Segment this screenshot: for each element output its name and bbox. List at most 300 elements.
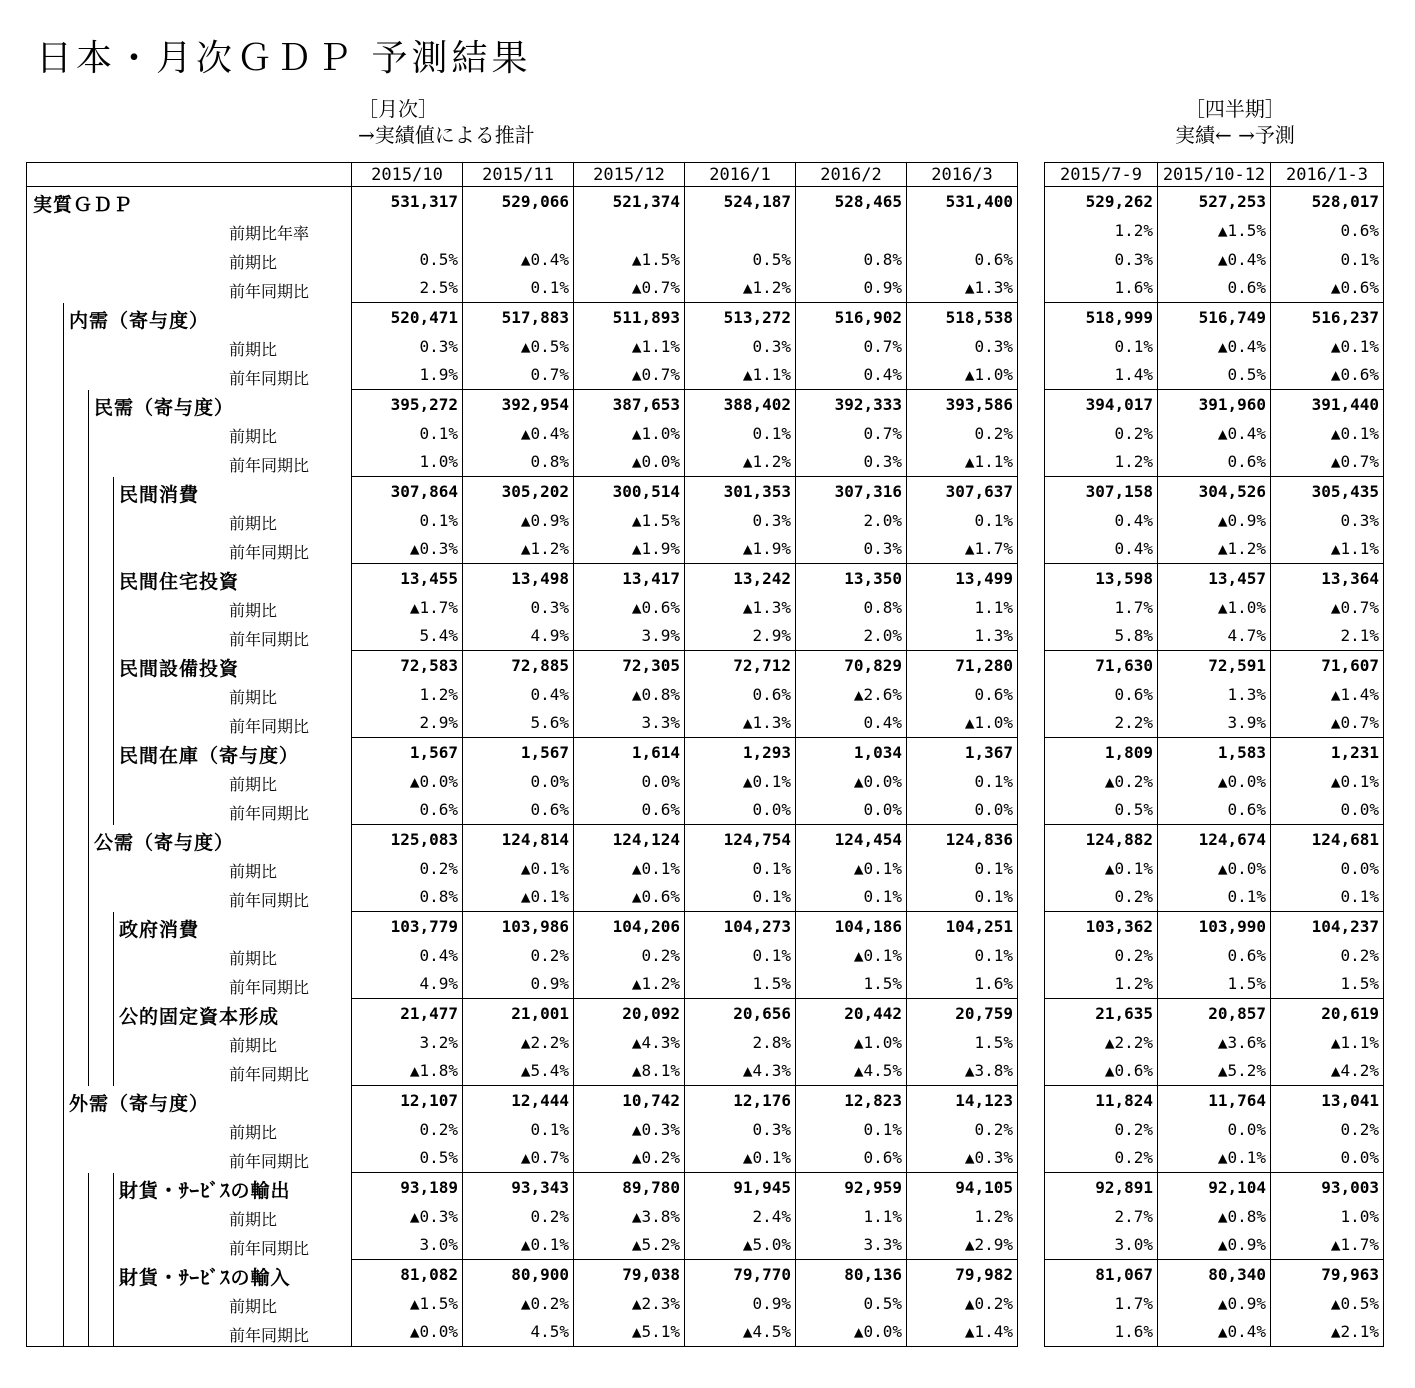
value-cell: ▲0.7% (1271, 448, 1384, 477)
value-cell: 13,455 (352, 564, 463, 593)
table-row (1045, 477, 1384, 506)
value-cell: 1.6% (907, 970, 1018, 999)
value-cell: ▲0.7% (1271, 593, 1384, 622)
value-cell: 0.6% (907, 245, 1018, 274)
row-measure-cell (27, 448, 352, 477)
row-measure-cell (27, 709, 352, 738)
value-cell: 0.0% (1271, 1144, 1384, 1173)
row-measure-cell (27, 274, 352, 303)
value-cell: 0.0% (1158, 1115, 1271, 1144)
value-cell (574, 216, 685, 245)
value-cell: 0.3% (685, 332, 796, 361)
value-cell: ▲5.0% (685, 1231, 796, 1260)
value-cell: 12,444 (463, 1086, 574, 1115)
value-cell: 391,960 (1158, 390, 1271, 419)
value-cell: ▲1.5% (1158, 216, 1271, 245)
value-cell: ▲1.0% (1158, 593, 1271, 622)
value-cell: ▲0.1% (463, 1231, 574, 1260)
value-cell: ▲5.2% (1158, 1057, 1271, 1086)
column-header: 2015/10-12 (1158, 163, 1271, 187)
column-header: 2016/3 (907, 163, 1018, 187)
column-header: 2016/2 (796, 163, 907, 187)
table-row (1045, 303, 1384, 332)
value-cell: 70,829 (796, 651, 907, 680)
value-cell: 304,526 (1158, 477, 1271, 506)
row-measure-cell (27, 216, 352, 245)
value-cell: ▲1.4% (1271, 680, 1384, 709)
value-cell: 0.8% (796, 245, 907, 274)
value-cell: 1.1% (796, 1202, 907, 1231)
value-cell: 0.2% (574, 941, 685, 970)
row-category-cell (27, 999, 352, 1028)
indent-guide (63, 941, 64, 970)
value-cell: ▲1.1% (1271, 535, 1384, 564)
value-cell: 103,362 (1045, 912, 1158, 941)
table-row (1045, 245, 1384, 274)
value-cell: 0.6% (1045, 680, 1158, 709)
row-category-label: 外需（寄与度） (69, 1092, 210, 1115)
table-row (1045, 1086, 1384, 1115)
value-cell: 0.1% (463, 1115, 574, 1144)
value-cell: 0.3% (685, 506, 796, 535)
value-cell: ▲1.3% (907, 274, 1018, 303)
column-header: 2015/12 (574, 163, 685, 187)
value-cell: ▲1.2% (685, 448, 796, 477)
value-cell: 3.0% (352, 1231, 463, 1260)
value-cell: 93,003 (1271, 1173, 1384, 1202)
value-cell: 0.5% (796, 1289, 907, 1318)
value-cell: ▲0.2% (907, 1289, 1018, 1318)
value-cell: ▲0.8% (574, 680, 685, 709)
value-cell: 516,749 (1158, 303, 1271, 332)
row-category-cell (27, 912, 352, 941)
table-row (1045, 941, 1384, 970)
indent-guide (63, 477, 64, 506)
value-cell: ▲1.5% (574, 506, 685, 535)
value-cell: 0.4% (463, 680, 574, 709)
value-cell: ▲1.7% (907, 535, 1018, 564)
value-cell: 1.6% (1045, 274, 1158, 303)
value-cell: 1.2% (907, 1202, 1018, 1231)
value-cell: 13,598 (1045, 564, 1158, 593)
row-category-label: 民間在庫（寄与度） (119, 744, 300, 767)
value-cell: 94,105 (907, 1173, 1018, 1202)
value-cell: 0.0% (1271, 796, 1384, 825)
table-row (1045, 825, 1384, 854)
value-cell: 0.8% (796, 593, 907, 622)
value-cell: 0.3% (1271, 506, 1384, 535)
table-row (27, 622, 1018, 651)
indent-guide (63, 1115, 64, 1144)
value-cell: 103,986 (463, 912, 574, 941)
table-row (27, 303, 1018, 332)
value-cell: 0.3% (907, 332, 1018, 361)
column-header: 2015/11 (463, 163, 574, 187)
row-category-cell (27, 825, 352, 854)
value-cell: 524,187 (685, 187, 796, 216)
value-cell: 1,567 (352, 738, 463, 767)
value-cell: 0.2% (1045, 941, 1158, 970)
value-cell: 0.0% (463, 767, 574, 796)
value-cell: 124,836 (907, 825, 1018, 854)
value-cell: 21,477 (352, 999, 463, 1028)
value-cell: ▲1.0% (907, 361, 1018, 390)
value-cell: 5.6% (463, 709, 574, 738)
value-cell: 305,202 (463, 477, 574, 506)
indent-guide (113, 651, 114, 680)
table-row (1045, 1318, 1384, 1347)
table-row (1045, 1289, 1384, 1318)
value-cell: 0.6% (907, 680, 1018, 709)
row-category-label: 政府消費 (119, 918, 200, 941)
value-cell: ▲0.9% (1158, 1289, 1271, 1318)
value-cell: ▲1.0% (796, 1028, 907, 1057)
value-cell: 2.5% (352, 274, 463, 303)
section-divider (27, 187, 351, 188)
value-cell: ▲2.2% (1045, 1028, 1158, 1057)
value-cell: 2.0% (796, 506, 907, 535)
value-cell: 305,435 (1271, 477, 1384, 506)
row-measure-label: 前年同期比 (229, 890, 310, 910)
value-cell: ▲1.2% (1158, 535, 1271, 564)
table-row (1045, 738, 1384, 767)
value-cell: 0.6% (1158, 448, 1271, 477)
value-cell: 0.6% (685, 680, 796, 709)
row-measure-cell (27, 332, 352, 361)
value-cell: 0.1% (685, 854, 796, 883)
table-row (1045, 506, 1384, 535)
value-cell: ▲0.3% (907, 1144, 1018, 1173)
indent-guide (88, 767, 89, 796)
table-row (27, 564, 1018, 593)
indent-guide (113, 477, 114, 506)
indent-guide (88, 854, 89, 883)
value-cell: 0.4% (796, 709, 907, 738)
monthly-table (26, 162, 1018, 1347)
value-cell: 1.0% (352, 448, 463, 477)
table-row (1045, 1260, 1384, 1289)
indent-guide (88, 390, 89, 419)
value-cell: ▲0.1% (1158, 1144, 1271, 1173)
value-cell: 0.5% (352, 1144, 463, 1173)
quarterly-header (1175, 96, 1295, 148)
indent-guide (113, 1057, 114, 1086)
table-row (1045, 883, 1384, 912)
row-measure-label: 前年同期比 (229, 281, 310, 301)
value-cell: 89,780 (574, 1173, 685, 1202)
value-cell: 125,083 (352, 825, 463, 854)
value-cell: 0.3% (1045, 245, 1158, 274)
indent-guide (63, 854, 64, 883)
row-category-cell (27, 1260, 352, 1289)
table-row (1045, 622, 1384, 651)
indent-guide (88, 825, 89, 854)
value-cell: 72,591 (1158, 651, 1271, 680)
row-category-cell (27, 477, 352, 506)
monthly-header-note: →実績値による推計 (358, 123, 535, 147)
value-cell: 3.2% (352, 1028, 463, 1057)
value-cell: 2.9% (352, 709, 463, 738)
indent-guide (63, 506, 64, 535)
value-cell: 0.2% (463, 941, 574, 970)
value-cell: 13,499 (907, 564, 1018, 593)
row-measure-cell (27, 1289, 352, 1318)
table-row (1045, 1202, 1384, 1231)
indent-guide (88, 535, 89, 564)
value-cell: ▲0.4% (463, 419, 574, 448)
indent-guide (63, 1289, 64, 1318)
value-cell: ▲2.2% (463, 1028, 574, 1057)
value-cell: 1.0% (1271, 1202, 1384, 1231)
value-cell: 124,681 (1271, 825, 1384, 854)
indent-guide (63, 796, 64, 825)
value-cell: 124,124 (574, 825, 685, 854)
indent-guide (88, 1318, 89, 1347)
value-cell: 516,902 (796, 303, 907, 332)
value-cell (685, 216, 796, 245)
value-cell (796, 216, 907, 245)
table-row (27, 1115, 1018, 1144)
value-cell: ▲1.2% (574, 970, 685, 999)
value-cell: ▲0.4% (463, 245, 574, 274)
value-cell: 1,367 (907, 738, 1018, 767)
indent-guide (63, 883, 64, 912)
value-cell: 0.1% (907, 941, 1018, 970)
value-cell: 72,583 (352, 651, 463, 680)
table-row (27, 854, 1018, 883)
row-category-label: 実質ＧＤＰ (33, 194, 134, 216)
value-cell: 528,465 (796, 187, 907, 216)
indent-guide (113, 506, 114, 535)
indent-guide (63, 1086, 64, 1115)
table-row (27, 651, 1018, 680)
value-cell: ▲2.6% (796, 680, 907, 709)
value-cell: ▲0.1% (685, 1144, 796, 1173)
table-row (1045, 970, 1384, 999)
row-measure-label: 前年同期比 (229, 455, 310, 475)
indent-guide (88, 796, 89, 825)
value-cell: ▲0.0% (796, 1318, 907, 1347)
value-cell: ▲0.3% (352, 535, 463, 564)
table-row (27, 216, 1018, 245)
value-cell: 0.8% (463, 448, 574, 477)
value-cell: ▲3.8% (574, 1202, 685, 1231)
indent-guide (113, 1028, 114, 1057)
row-measure-label: 前年同期比 (229, 1064, 310, 1084)
value-cell: 307,637 (907, 477, 1018, 506)
value-cell: 13,350 (796, 564, 907, 593)
table-row (1045, 709, 1384, 738)
table-row (1045, 1231, 1384, 1260)
value-cell: 0.7% (796, 332, 907, 361)
row-measure-label: 前年同期比 (229, 1151, 310, 1171)
value-cell: 14,123 (907, 1086, 1018, 1115)
value-cell: 1.5% (796, 970, 907, 999)
value-cell: 0.6% (796, 1144, 907, 1173)
value-cell: ▲0.2% (574, 1144, 685, 1173)
row-category-cell (27, 651, 352, 680)
table-row (27, 419, 1018, 448)
table-row (27, 361, 1018, 390)
row-category-label: 公的固定資本形成 (119, 1005, 280, 1028)
row-category-label: 公需（寄与度） (94, 831, 235, 854)
value-cell: 0.1% (1158, 883, 1271, 912)
value-cell: 1.7% (1045, 593, 1158, 622)
table-row (1045, 274, 1384, 303)
indent-guide (88, 419, 89, 448)
indent-guide (63, 1231, 64, 1260)
value-cell: 0.3% (685, 1115, 796, 1144)
value-cell: 528,017 (1271, 187, 1384, 216)
table-row (1045, 564, 1384, 593)
indent-guide (63, 999, 64, 1028)
row-measure-label: 前期比 (229, 687, 278, 707)
value-cell: 79,982 (907, 1260, 1018, 1289)
value-cell: 0.0% (1271, 854, 1384, 883)
value-cell: 124,754 (685, 825, 796, 854)
value-cell: 3.0% (1045, 1231, 1158, 1260)
value-cell: 0.2% (1271, 1115, 1384, 1144)
value-cell: 13,041 (1271, 1086, 1384, 1115)
value-cell: ▲1.3% (685, 709, 796, 738)
value-cell: 21,001 (463, 999, 574, 1028)
value-cell: 1.5% (685, 970, 796, 999)
row-measure-label: 前期比 (229, 948, 278, 968)
value-cell: 1.3% (907, 622, 1018, 651)
value-cell: 104,186 (796, 912, 907, 941)
row-category-cell (27, 564, 352, 593)
value-cell (463, 216, 574, 245)
value-cell: 2.9% (685, 622, 796, 651)
table-row (1045, 680, 1384, 709)
value-cell: 0.1% (796, 1115, 907, 1144)
monthly-header-row (27, 163, 1018, 187)
value-cell: ▲0.3% (574, 1115, 685, 1144)
value-cell: 2.1% (1271, 622, 1384, 651)
table-row (27, 593, 1018, 622)
value-cell: 531,400 (907, 187, 1018, 216)
indent-guide (88, 941, 89, 970)
quarterly-header-note: 実績← →予測 (1175, 123, 1295, 147)
value-cell: 104,237 (1271, 912, 1384, 941)
value-cell: 0.4% (796, 361, 907, 390)
row-measure-cell (27, 245, 352, 274)
value-cell: 392,333 (796, 390, 907, 419)
indent-guide (63, 1144, 64, 1173)
value-cell: 0.1% (1271, 245, 1384, 274)
value-cell: 71,280 (907, 651, 1018, 680)
value-cell: 72,885 (463, 651, 574, 680)
value-cell: 1.5% (1158, 970, 1271, 999)
table-row (27, 477, 1018, 506)
indent-guide (63, 1260, 64, 1289)
value-cell: ▲1.1% (574, 332, 685, 361)
indent-guide (63, 332, 64, 361)
value-cell: 3.3% (796, 1231, 907, 1260)
value-cell: ▲1.8% (352, 1057, 463, 1086)
quarterly-header-label: ［四半期］ (1184, 97, 1285, 121)
value-cell: 517,883 (463, 303, 574, 332)
value-cell: 20,442 (796, 999, 907, 1028)
value-cell: 1,293 (685, 738, 796, 767)
table-row (27, 680, 1018, 709)
value-cell: 5.4% (352, 622, 463, 651)
indent-guide (63, 825, 64, 854)
table-row (27, 448, 1018, 477)
row-measure-cell (27, 680, 352, 709)
indent-guide (63, 1318, 64, 1347)
value-cell: 20,619 (1271, 999, 1384, 1028)
value-cell: 1.2% (1045, 216, 1158, 245)
indent-guide (63, 1202, 64, 1231)
value-cell: 0.0% (685, 796, 796, 825)
table-row (27, 709, 1018, 738)
value-cell: 4.9% (352, 970, 463, 999)
corner-cell (27, 163, 352, 187)
row-measure-label: 前年同期比 (229, 368, 310, 388)
value-cell: 0.1% (907, 854, 1018, 883)
value-cell: 72,305 (574, 651, 685, 680)
value-cell: 4.9% (463, 622, 574, 651)
indent-guide (88, 970, 89, 999)
value-cell: 79,770 (685, 1260, 796, 1289)
value-cell: ▲0.0% (1158, 767, 1271, 796)
table-row (27, 999, 1018, 1028)
indent-guide (63, 564, 64, 593)
value-cell: 103,779 (352, 912, 463, 941)
value-cell: 72,712 (685, 651, 796, 680)
indent-guide (63, 622, 64, 651)
value-cell: 0.1% (907, 767, 1018, 796)
value-cell: ▲0.9% (463, 506, 574, 535)
indent-guide (113, 941, 114, 970)
value-cell: ▲2.9% (907, 1231, 1018, 1260)
value-cell: 13,242 (685, 564, 796, 593)
value-cell: 0.2% (907, 1115, 1018, 1144)
indent-guide (88, 1028, 89, 1057)
value-cell: ▲1.0% (907, 709, 1018, 738)
page-title: 日本・月次ＧＤＰ 予測結果 (36, 38, 532, 79)
value-cell: 20,656 (685, 999, 796, 1028)
value-cell: 13,417 (574, 564, 685, 593)
row-measure-label: 前年同期比 (229, 629, 310, 649)
value-cell: 1.7% (1045, 1289, 1158, 1318)
value-cell: 1,034 (796, 738, 907, 767)
value-cell: 531,317 (352, 187, 463, 216)
row-measure-label: 前期比 (229, 1122, 278, 1142)
indent-guide (63, 651, 64, 680)
value-cell: ▲2.1% (1271, 1318, 1384, 1347)
value-cell: 0.9% (463, 970, 574, 999)
value-cell: 307,864 (352, 477, 463, 506)
value-cell: 301,353 (685, 477, 796, 506)
indent-guide (88, 709, 89, 738)
indent-guide (88, 1202, 89, 1231)
table-row (1045, 187, 1384, 216)
value-cell: ▲0.1% (1271, 767, 1384, 796)
value-cell: ▲4.3% (685, 1057, 796, 1086)
value-cell: ▲4.5% (796, 1057, 907, 1086)
table-row (1045, 854, 1384, 883)
value-cell: ▲0.8% (1158, 1202, 1271, 1231)
value-cell: 0.8% (352, 883, 463, 912)
value-cell: 0.0% (796, 796, 907, 825)
value-cell: 0.1% (907, 506, 1018, 535)
value-cell: 20,092 (574, 999, 685, 1028)
table-row (1045, 593, 1384, 622)
row-measure-label: 前年同期比 (229, 977, 310, 997)
value-cell: ▲1.9% (574, 535, 685, 564)
